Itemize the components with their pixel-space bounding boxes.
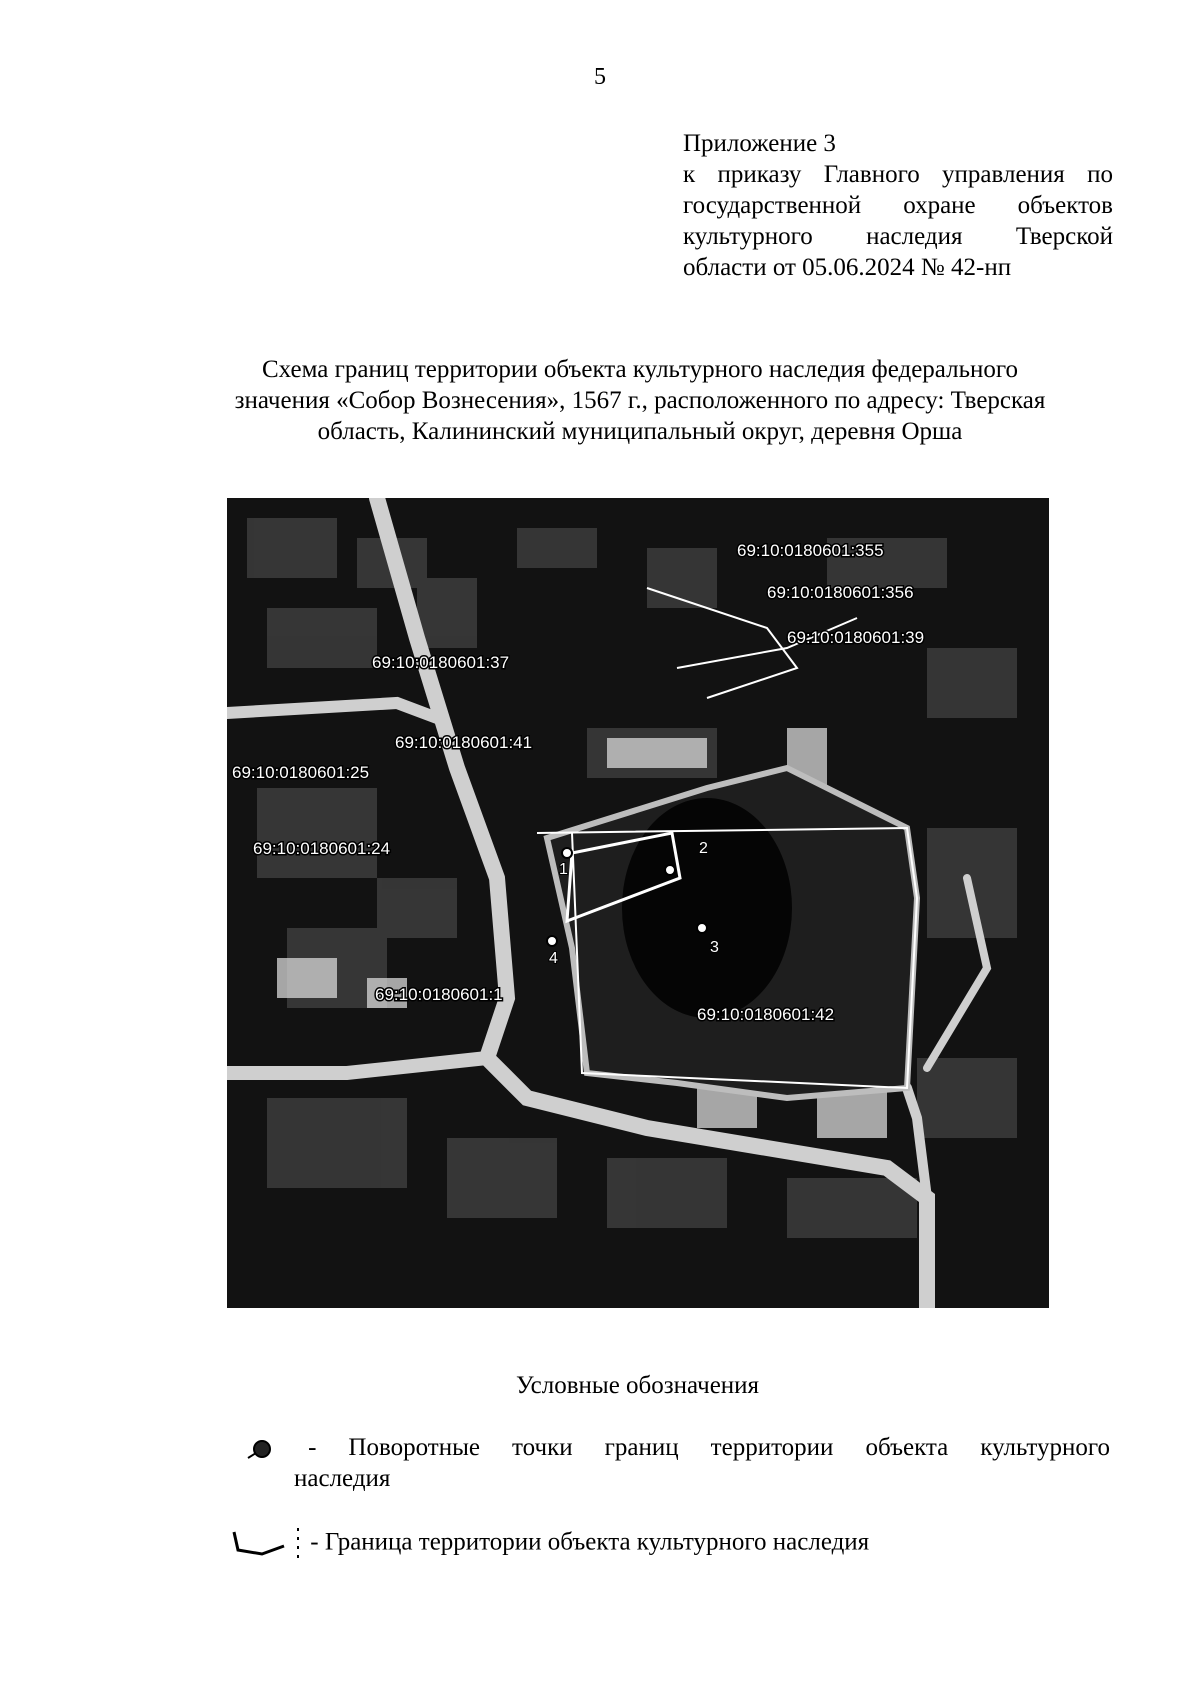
turning-point-label: 2 — [699, 840, 708, 857]
parcel-label: 69:10:0180601:39 — [787, 628, 925, 647]
parcel-label: 69:10:0180601:1 — [375, 985, 503, 1004]
title-line: значения «Собор Вознесения», 1567 г., расположенного по адресу: Тверская — [234, 387, 1046, 414]
parcel-label: 69:10:0180601:355 — [737, 541, 884, 560]
title-line: Схема границ территории объекта культурного наследия федерального — [261, 356, 1019, 383]
turning-point — [697, 923, 707, 933]
parcel-label: 69:10:0180601:25 — [232, 763, 370, 782]
parcel-label: 69:10:0180601:37 — [372, 653, 510, 672]
turning-point-label: 3 — [710, 939, 719, 956]
legend-points-text: - Поворотные точки границ территории объекта культурного — [308, 1434, 1111, 1461]
appendix-line: государственной охране объектов — [683, 192, 1113, 219]
appendix-header — [683, 128, 1113, 283]
parcel-label: 69:10:0180601:41 — [395, 733, 533, 752]
boundary-symbol-icon — [232, 1524, 304, 1564]
parcel-label: 69:10:0180601:24 — [253, 839, 391, 858]
appendix-line: области от 05.06.2024 № 42-нп — [683, 254, 1012, 281]
turning-point-label: 4 — [549, 950, 558, 967]
title-line: область, Калининский муниципальный округ, деревня Орша — [317, 418, 963, 445]
parcel-label: 69:10:0180601:42 — [697, 1005, 835, 1024]
turning-point-symbol-icon — [244, 1436, 276, 1462]
appendix-line: к приказу Главного управления по — [683, 161, 1113, 188]
legend-boundary-text: - Граница территории объекта культурного наследия — [310, 1528, 870, 1556]
turning-point — [562, 848, 572, 858]
map-canvas — [227, 498, 1049, 1308]
turning-point-label: 1 — [559, 861, 568, 878]
turning-point — [547, 936, 557, 946]
satellite-map — [227, 498, 1049, 1308]
legend-points-text-cont: наследия — [294, 1465, 391, 1492]
appendix-line: Приложение 3 — [683, 130, 836, 157]
document-title — [160, 354, 1120, 447]
page-number: 5 — [594, 64, 606, 90]
legend-title: Условные обозначения — [515, 1372, 760, 1399]
parcel-label: 69:10:0180601:356 — [767, 583, 914, 602]
turning-point — [665, 865, 675, 875]
legend-boundary — [232, 1524, 1032, 1564]
appendix-line: культурного наследия Тверской — [683, 223, 1113, 250]
legend-turning-points — [244, 1432, 1110, 1494]
